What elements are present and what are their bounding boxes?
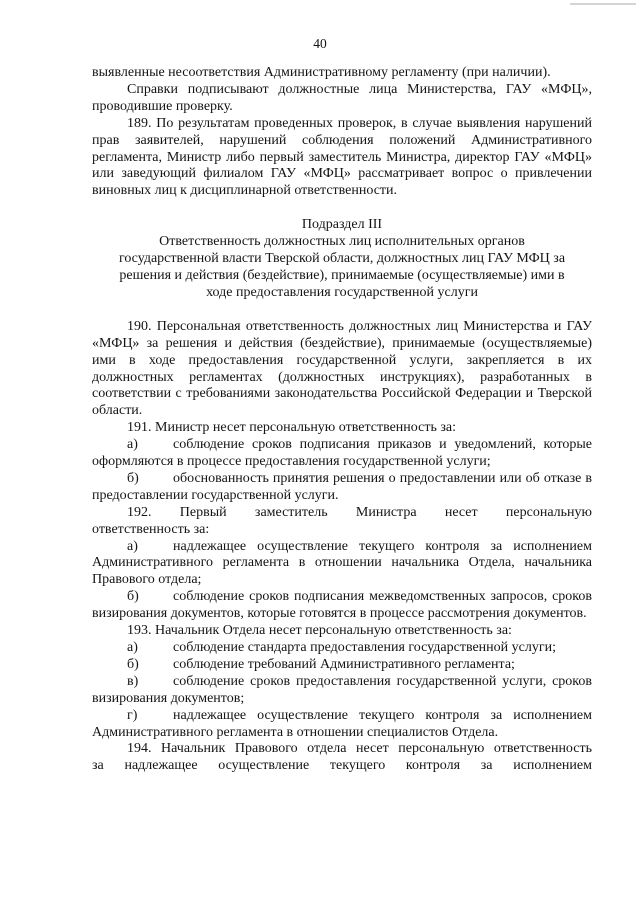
list-item-193-a bbox=[92, 640, 592, 657]
list-item-193-g bbox=[92, 708, 592, 742]
list-item-191-b bbox=[92, 471, 592, 505]
list-text: обоснованность принятия решения о предоставлении или об отказе в предоставлении государственной услуги. bbox=[92, 470, 592, 503]
heading-line-2: государственной власти Тверской области, должностных лиц ГАУ МФЦ за bbox=[118, 251, 566, 267]
list-item-192-b bbox=[92, 589, 592, 623]
list-letter: а) bbox=[127, 538, 138, 554]
list-letter: г) bbox=[127, 707, 138, 723]
list-letter: а) bbox=[127, 437, 138, 453]
heading-line-3: решения и действия (бездействие), принимаемые (осуществляемые) ими в bbox=[119, 267, 565, 283]
paragraph-194-line-1: 194. Начальник Правового отдела несет персональную ответственность bbox=[127, 741, 592, 757]
paragraph-192-line-1: 192. Первый заместитель Министра несет персональную bbox=[127, 504, 592, 520]
list-text: соблюдение сроков подписания приказов и уведомлений, которые оформляются в процессе предоставления государственной услуги; bbox=[92, 437, 592, 470]
list-text: соблюдение стандарта предоставления государственной услуги; bbox=[173, 640, 556, 655]
paragraph-194-line-2: за надлежащее осуществление текущего контроля за исполнением bbox=[92, 758, 592, 774]
list-item-193-v bbox=[92, 674, 592, 708]
list-letter: б) bbox=[127, 470, 139, 486]
list-item-191-a bbox=[92, 437, 592, 471]
paragraph-continuation: выявленные несоответствия Административному регламенту (при наличии). bbox=[92, 65, 551, 80]
list-text: надлежащее осуществление текущего контроля за исполнением Административного регламента в отношении начальника Отдела, начальника Правового отдела; bbox=[92, 538, 592, 588]
list-text: соблюдение требований Административного регламента; bbox=[173, 656, 515, 672]
paragraph-191: 191. Министр несет персональную ответственность за: bbox=[127, 420, 456, 436]
list-item-192-a bbox=[92, 539, 592, 590]
list-letter: а) bbox=[127, 640, 138, 655]
subsection-title: Подраздел III bbox=[301, 217, 383, 233]
heading-line-4: ходе предоставления государственной услуги bbox=[206, 284, 478, 300]
list-text: соблюдение сроков подписания межведомственных запросов, сроков визирования документов, которые готовятся в процессе рассмотрения документов. bbox=[92, 589, 592, 622]
paragraph-189: 189. По результатам проведенных проверок, в случае выявления нарушений прав заявителей, нарушений соблюдения положений Административного регламента, Министр либо первый заместитель Министра, директор ГАУ «МФЦ» или заведующий филиалом ГАУ «МФЦ» рассматривает вопрос о привлечении виновных лиц к дисциплинарной ответственности. bbox=[92, 115, 592, 199]
page-number: 40 bbox=[313, 36, 327, 51]
list-letter: б) bbox=[127, 589, 139, 605]
list-letter: в) bbox=[127, 673, 139, 689]
paragraph-193: 193. Начальник Отдела несет персональную ответственность за: bbox=[127, 623, 512, 639]
list-text: соблюдение сроков предоставления государственной услуги, сроков визирования документов; bbox=[92, 673, 592, 706]
paragraph-190: 190. Персональная ответственность должностных лиц Министерства и ГАУ «МФЦ» за решения и действия (бездействие), принимаемые (осуществляемые) ими в ходе предоставления государственной услуги, закрепляется в их должностных регламентах (должностных инструкциях), разработанных в соответствии с требованиями законодательства Российской Федерации и Тверской области. bbox=[92, 318, 592, 419]
subsection-heading bbox=[92, 217, 592, 302]
heading-line-1: Ответственность должностных лиц исполнительных органов bbox=[159, 234, 525, 250]
paragraph-192-line-2: ответственность за: bbox=[92, 521, 210, 537]
paragraph-certificates: Справки подписывают должностные лица Министерства, ГАУ «МФЦ», проводившие проверку. bbox=[92, 81, 592, 114]
list-letter: б) bbox=[127, 656, 139, 672]
list-text: надлежащее осуществление текущего контроля за исполнением Административного регламента в отношении специалистов Отдела. bbox=[92, 707, 592, 740]
list-item-193-b bbox=[92, 657, 592, 674]
corner-mark bbox=[570, 3, 636, 5]
document-body bbox=[92, 65, 592, 775]
